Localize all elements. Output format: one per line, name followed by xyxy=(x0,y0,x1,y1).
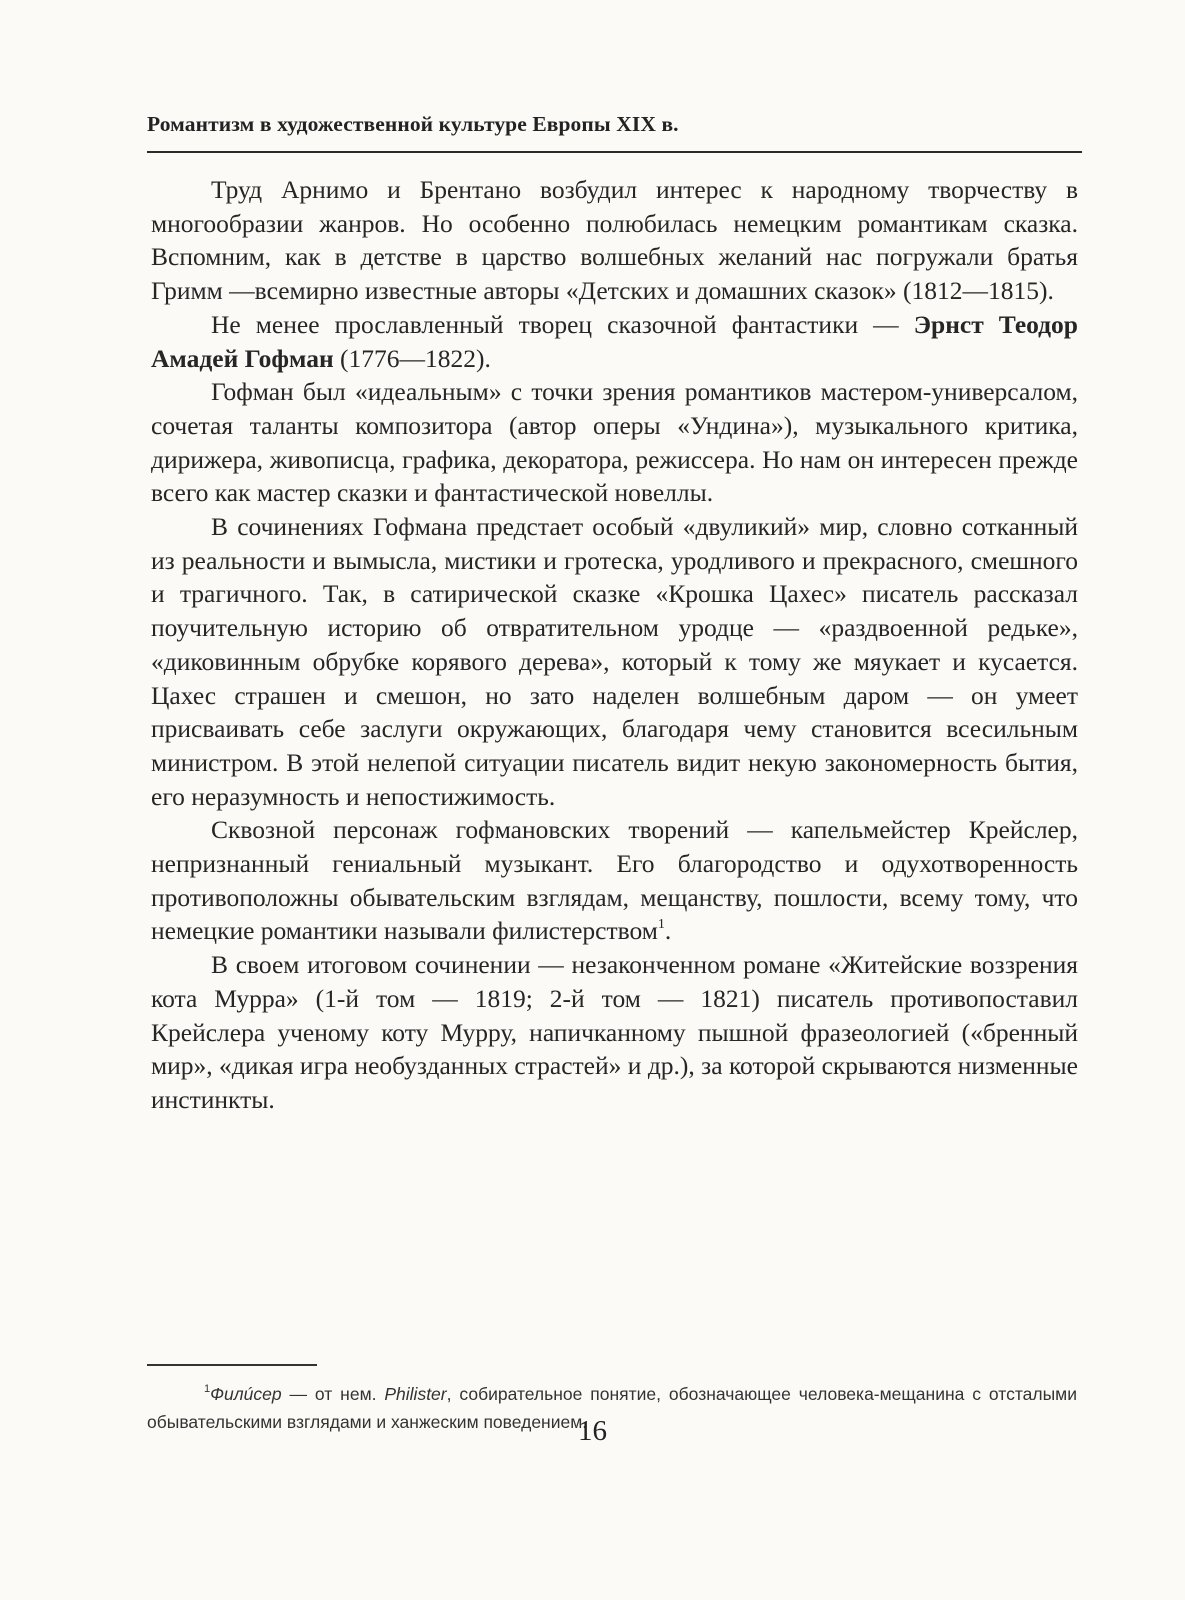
footnote-text-2: , собирательное понятие, обозначающее человека-мещанина с отсталыми обывательскими взглядами и ханжеским поведением. xyxy=(147,1384,1077,1432)
header-rule xyxy=(147,151,1082,153)
running-header: Романтизм в художественной культуре Европы XIX в. xyxy=(147,112,679,136)
paragraph-6: В своем итоговом сочинении — незаконченном романе «Житейские воззрения кота Мурра» (1-й том — 1819; 2-й том — 1821) писатель противопоставил Крейслера ученому коту Мурру, напичканному пышной фразеологией («бренный мир», «дикая игра необузданных страстей» и др.), за которой скрываются низменные инстинкты. xyxy=(151,950,1078,1114)
footnote-reference[interactable]: 1 xyxy=(657,916,665,932)
paragraph-2-tail: (1776—1822). xyxy=(333,343,491,373)
footnote-text-1: — от нем. xyxy=(281,1384,385,1404)
paragraph-2 xyxy=(151,308,1078,375)
footnote-term: Филúсер xyxy=(210,1384,282,1404)
paragraph-4: В сочинениях Гофмана предстает особый «двуликий» мир, словно сотканный из реальности и вымысла, мистики и гротеска, уродливого и прекрасного, смешного и трагичного. Так, в сатирической сказке «Крошка Цахес» писатель рассказал поучительную историю об отвратительном уродце — «раздвоенной редьке», «диковинным обрубке корявого дерева», который к тому же мяукает и кусается. Цахес страшен и смешон, но зато наделен волшебным даром — он умеет присваивать себе заслуги окружающих, благодаря чему становится всесильным министром. В этой нелепой ситуации писатель видит некую закономерность бытия, его неразумность и непостижимость. xyxy=(151,512,1078,811)
paragraph-5-end: . xyxy=(664,916,672,946)
page-number: 16 xyxy=(578,1415,607,1447)
footnote-marker: 1 xyxy=(204,1383,211,1396)
paragraph-1: Труд Арнимо и Брентано возбудил интерес к народному творчеству в многообразии жанров. Но особенно полюбилась немецким романтикам сказка. Вспомним, как в детстве в царство волшебных желаний нас погружали братья Гримм —всемирно известные авторы «Детских и домашних сказок» (1812—1815). xyxy=(151,175,1078,306)
footnote-rule xyxy=(147,1364,317,1366)
paragraph-5-text: Сквозной персонаж гофмановских творений — капельмейстер Крейслер, непризнанный гениальный музыкант. Его благородство и одухотворенность противоположны обывательским взглядам, мещанству, пошлости, всему тому, что немецкие романтики называли филистерством xyxy=(151,815,1078,946)
paragraph-2-lead: Не менее прославленный творец сказочной фантастики — xyxy=(211,309,914,339)
author-name: Эрнст Теодор Амадей Гофман xyxy=(151,309,1078,373)
body-text xyxy=(151,173,1078,1117)
paragraph-5 xyxy=(151,813,1078,948)
footnote-foreign-word: Philister xyxy=(384,1384,447,1404)
paragraph-3: Гофман был «идеальным» с точки зрения романтиков мастером-универсалом, сочетая таланты композитора (автор оперы «Ундина»), музыкального критика, дирижера, живописца, графика, декоратора, режиссера. Но нам он интересен прежде всего как мастер сказки и фантастической новеллы. xyxy=(151,377,1078,508)
